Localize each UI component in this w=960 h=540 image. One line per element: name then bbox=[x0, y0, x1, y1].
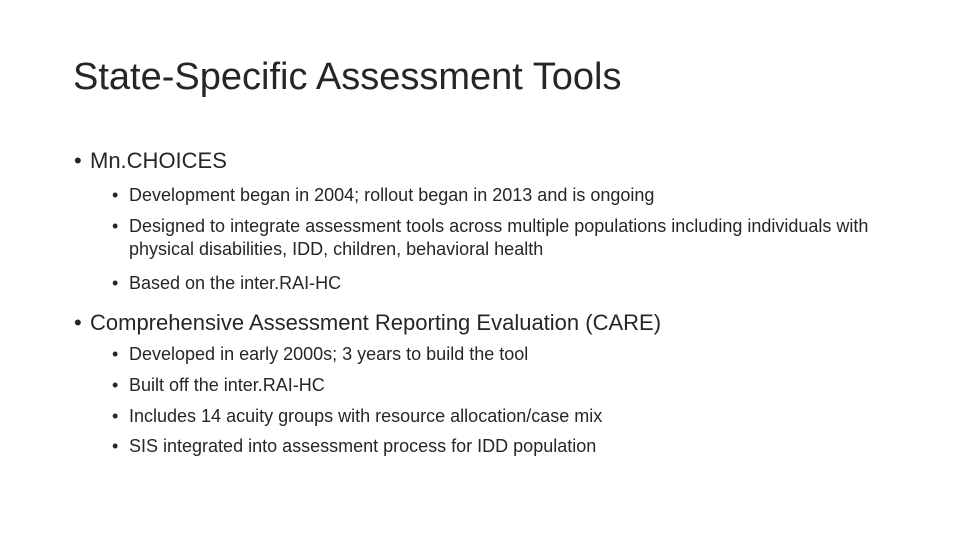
list-item bbox=[112, 215, 887, 261]
bullet-icon: • bbox=[112, 436, 119, 456]
bullet-icon: • bbox=[112, 185, 119, 205]
list-item-text: Developed in early 2000s; 3 years to build the tool bbox=[129, 344, 529, 364]
bullet-icon: • bbox=[112, 344, 119, 364]
section-heading-mnchoices bbox=[74, 147, 227, 175]
list-item bbox=[112, 184, 902, 207]
slide-title: State-Specific Assessment Tools bbox=[73, 56, 622, 98]
list-item-text: Includes 14 acuity groups with resource allocation/case mix bbox=[129, 406, 603, 426]
list-item bbox=[112, 272, 902, 295]
bullet-icon: • bbox=[74, 310, 82, 335]
section-heading-label: Mn.CHOICES bbox=[90, 148, 227, 173]
bullet-icon: • bbox=[112, 375, 119, 395]
bullet-icon: • bbox=[112, 216, 119, 236]
bullet-icon: • bbox=[112, 406, 119, 426]
list-item-text: Development began in 2004; rollout began in 2013 and is ongoing bbox=[129, 185, 655, 205]
bullet-icon: • bbox=[74, 148, 82, 173]
list-item-text: Based on the inter.RAI-HC bbox=[129, 273, 342, 293]
section-heading-care bbox=[74, 309, 661, 337]
list-item bbox=[112, 343, 902, 366]
list-item-text: Designed to integrate assessment tools across multiple populations including individuals with physical disabilities, IDD, children, behavioral health bbox=[129, 216, 869, 259]
list-item bbox=[112, 374, 902, 397]
bullet-icon: • bbox=[112, 273, 119, 293]
list-item-text: SIS integrated into assessment process for IDD population bbox=[129, 436, 597, 456]
list-item bbox=[112, 405, 902, 428]
list-item bbox=[112, 435, 902, 458]
list-item-text: Built off the inter.RAI-HC bbox=[129, 375, 325, 395]
section-heading-label: Comprehensive Assessment Reporting Evaluation (CARE) bbox=[90, 310, 662, 335]
